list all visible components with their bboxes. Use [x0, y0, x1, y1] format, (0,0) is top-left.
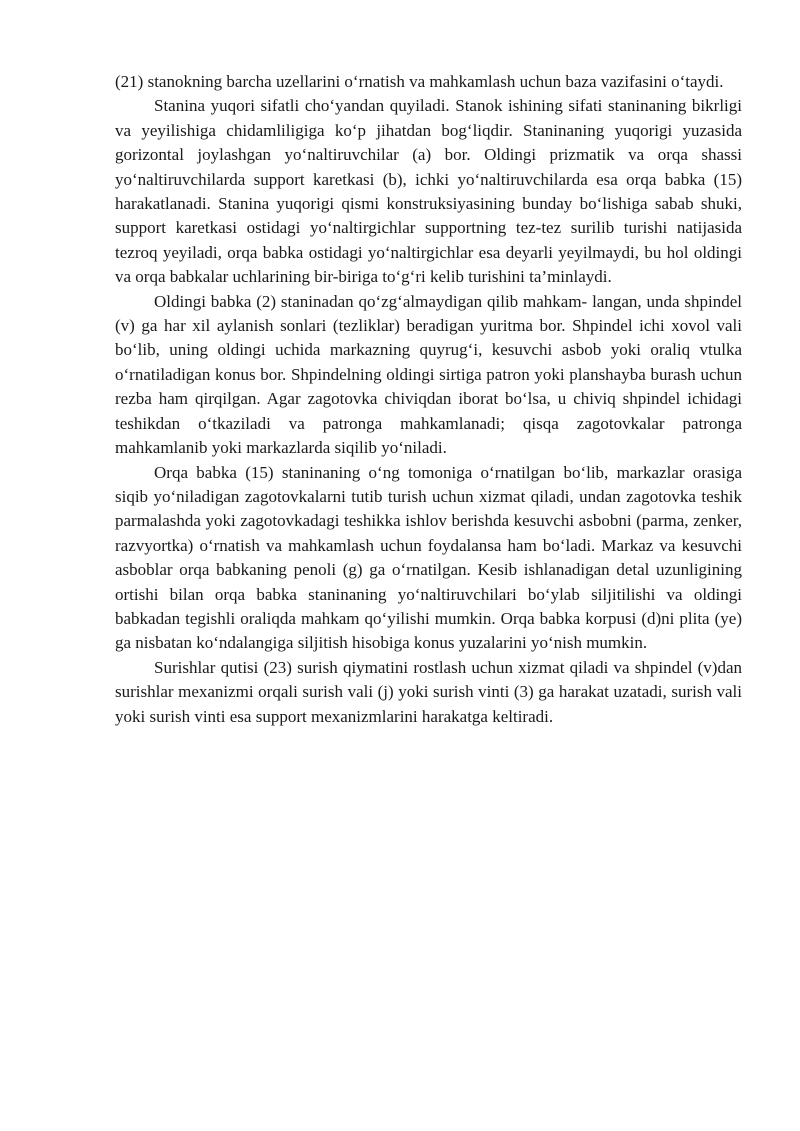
paragraph-surishlar-qutisi: Surishlar qutisi (23) surish qiymatini rostlash uchun xizmat qiladi va shpindel (v)dan surishlar mexanizmi orqali surish vali (j) yoki surish vinti (3) ga harakat uzatadi, surish vali yoki surish vinti esa support mexanizmlarini harakatga keltiradi.: [115, 657, 742, 726]
paragraph-oldingi-babka: Oldingi babka (2) staninadan qo‘zg‘almaydigan qilib mahkam- langan, unda shpindel (v) ga har xil aylanish sonlari (tezliklar) beradigan yuritma bor. Shpindel ichi xovol vali bo‘lib, uning oldingi uchida markazning quyrug‘i, kesuvchi asbob yoki oraliq vtulka o‘rnatiladigan konus bor. Shpindelning oldingi sirtiga patron yoki planshayba burash uchun rezba ham qirqilgan. Agar zagotovka chiviqdan iborat bo‘lsa, u chiviq shpindel ichidagi teshikdan o‘tkaziladi va patronga mahkamlanadi; qisqa zagotovkalar patronga mahkamlanib yoki markazlarda siqilib yo‘niladi.: [115, 291, 742, 458]
paragraph-continuation: (21) stanokning barcha uzellarini o‘rnatish va mahkamlash uchun baza vazifasini o‘taydi.: [115, 72, 724, 91]
paragraph-stanina: Stanina yuqori sifatli cho‘yandan quyiladi. Stanok ishining sifati staninaning bikrligi va yeyilishiga chidamliligiga ko‘p jihatdan bog‘liqdir. Staninaning yuqorigi yuzasida gorizontal joylashgan yo‘naltiruvchilar (a) bor. Oldingi prizmatik va orqa shassi yo‘naltiruvchilarda support karetkasi (b), ichki yo‘naltiruvchilarda esa orqa babka (15) harakatlanadi. Stanina yuqorigi qismi konstruksiyasining bunday bo‘lishiga sabab shuki, support karetkasi ostidagi yo‘naltirgichlar supportning tez-tez surilib turishi natijasida tezroq yeyiladi, orqa babka ostidagi yo‘naltirgichlar esa deyarli yeyilmaydi, bu hol oldingi va orqa babkalar uchlarining bir-biriga to‘g‘ri kelib turishini ta’minlaydi.: [115, 96, 742, 287]
paragraph-orqa-babka: Orqa babka (15) staninaning o‘ng tomoniga o‘rnatilgan bo‘lib, markazlar orasiga siqib yo‘niladigan zagotovkalarni tutib turish uchun xizmat qiladi, undan zagotovka teshik parmalashda yoki zagotovkadagi teshikka ishlov berishda kesuvchi asbobni (parma, zenker, razvyortka) o‘rnatish va mahkamlash uchun foydalansa ham bo‘ladi. Markaz va kesuvchi asboblar orqa babkaning penoli (g) ga o‘rnatilgan. Kesib ishlanadigan detal uzunligining ortishi bilan orqa babka staninaning yo‘naltiruvchilari bo‘ylab siljitilishi va oldingi babkadan tegishli oraliqda mahkam qo‘yilishi mumkin. Orqa babka korpusi (d)ni plita (ye) ga nisbatan ko‘ndalangiga siljitish hisobiga konus yuzalarini yo‘nish mumkin.: [115, 462, 742, 653]
document-page: [115, 70, 742, 729]
